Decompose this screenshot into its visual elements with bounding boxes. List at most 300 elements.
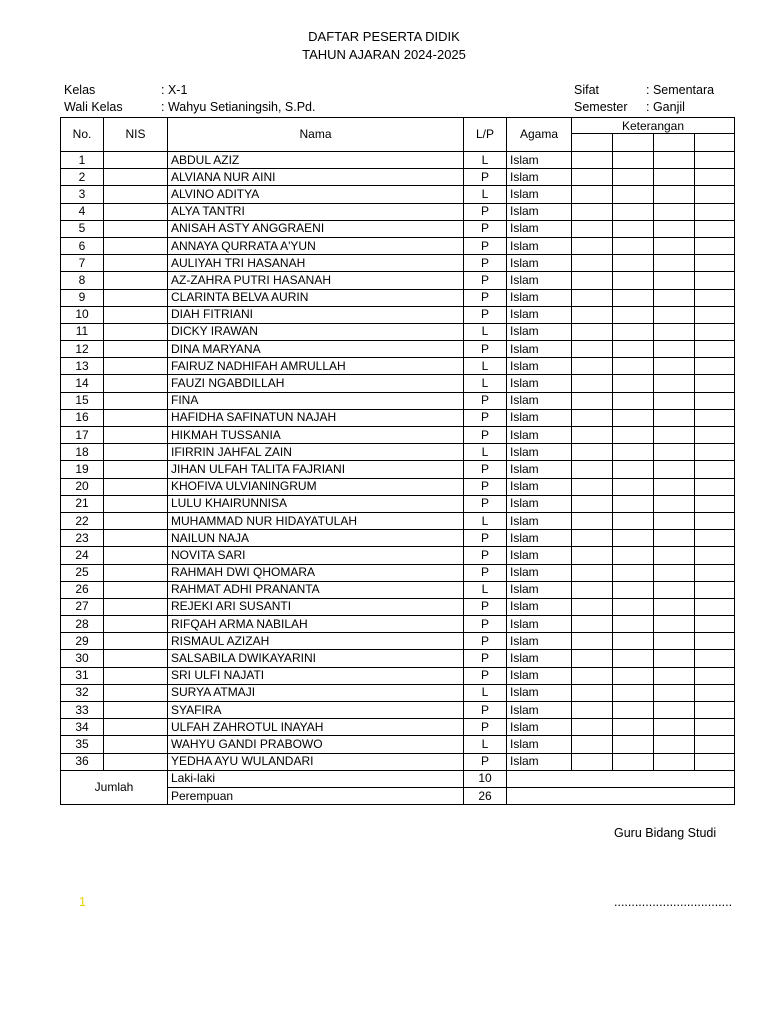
row-lp: P bbox=[464, 237, 507, 254]
row-keterangan-1 bbox=[572, 667, 613, 684]
table-row bbox=[61, 461, 735, 478]
row-keterangan-4 bbox=[695, 409, 735, 426]
row-lp: P bbox=[464, 633, 507, 650]
header-agama: Agama bbox=[507, 118, 572, 152]
row-agama: Islam bbox=[507, 598, 572, 615]
row-keterangan-3 bbox=[654, 667, 695, 684]
row-keterangan-3 bbox=[654, 323, 695, 340]
row-no: 2 bbox=[61, 169, 104, 186]
table-row bbox=[61, 306, 735, 323]
table-row bbox=[61, 581, 735, 598]
row-keterangan-4 bbox=[695, 616, 735, 633]
row-no: 15 bbox=[61, 392, 104, 409]
keterangan-col-3 bbox=[654, 134, 695, 152]
row-keterangan-2 bbox=[613, 169, 654, 186]
row-keterangan-3 bbox=[654, 237, 695, 254]
row-keterangan-4 bbox=[695, 495, 735, 512]
row-keterangan-1 bbox=[572, 650, 613, 667]
row-nama: HIKMAH TUSSANIA bbox=[168, 427, 464, 444]
row-lp: P bbox=[464, 169, 507, 186]
row-keterangan-4 bbox=[695, 581, 735, 598]
row-lp: L bbox=[464, 684, 507, 701]
row-keterangan-3 bbox=[654, 255, 695, 272]
row-keterangan-1 bbox=[572, 633, 613, 650]
row-lp: L bbox=[464, 186, 507, 203]
row-agama: Islam bbox=[507, 512, 572, 529]
row-nis bbox=[104, 478, 168, 495]
header-no: No. bbox=[61, 118, 104, 152]
row-agama: Islam bbox=[507, 633, 572, 650]
row-keterangan-4 bbox=[695, 667, 735, 684]
row-agama: Islam bbox=[507, 358, 572, 375]
row-nis bbox=[104, 736, 168, 753]
row-keterangan-1 bbox=[572, 753, 613, 770]
row-keterangan-2 bbox=[613, 444, 654, 461]
row-nama: SRI ULFI NAJATI bbox=[168, 667, 464, 684]
table-row bbox=[61, 530, 735, 547]
table-row bbox=[61, 186, 735, 203]
table-row bbox=[61, 650, 735, 667]
row-keterangan-1 bbox=[572, 306, 613, 323]
row-lp: P bbox=[464, 220, 507, 237]
row-lp: P bbox=[464, 530, 507, 547]
row-agama: Islam bbox=[507, 427, 572, 444]
row-nis bbox=[104, 598, 168, 615]
row-keterangan-1 bbox=[572, 272, 613, 289]
row-lp: P bbox=[464, 478, 507, 495]
row-keterangan-2 bbox=[613, 495, 654, 512]
row-agama: Islam bbox=[507, 702, 572, 719]
row-keterangan-1 bbox=[572, 547, 613, 564]
row-agama: Islam bbox=[507, 237, 572, 254]
row-no: 25 bbox=[61, 564, 104, 581]
row-keterangan-3 bbox=[654, 409, 695, 426]
row-lp: P bbox=[464, 616, 507, 633]
row-nis bbox=[104, 633, 168, 650]
row-keterangan-3 bbox=[654, 169, 695, 186]
row-nis bbox=[104, 375, 168, 392]
row-lp: P bbox=[464, 272, 507, 289]
row-nama: ABDUL AZIZ bbox=[168, 152, 464, 169]
table-row bbox=[61, 203, 735, 220]
row-nis bbox=[104, 753, 168, 770]
row-lp: P bbox=[464, 495, 507, 512]
table-row bbox=[61, 547, 735, 564]
row-lp: L bbox=[464, 581, 507, 598]
row-nama: SYAFIRA bbox=[168, 702, 464, 719]
row-nis bbox=[104, 684, 168, 701]
row-nama: IFIRRIN JAHFAL ZAIN bbox=[168, 444, 464, 461]
row-nama: NOVITA SARI bbox=[168, 547, 464, 564]
table-row bbox=[61, 272, 735, 289]
male-label: Laki-laki bbox=[168, 770, 464, 787]
row-keterangan-2 bbox=[613, 581, 654, 598]
row-no: 10 bbox=[61, 306, 104, 323]
summary-blank bbox=[507, 787, 735, 804]
row-nis bbox=[104, 169, 168, 186]
table-row bbox=[61, 152, 735, 169]
row-lp: P bbox=[464, 306, 507, 323]
row-nama: ANNAYA QURRATA A'YUN bbox=[168, 237, 464, 254]
row-no: 36 bbox=[61, 753, 104, 770]
row-no: 11 bbox=[61, 323, 104, 340]
row-no: 8 bbox=[61, 272, 104, 289]
row-keterangan-2 bbox=[613, 530, 654, 547]
row-agama: Islam bbox=[507, 581, 572, 598]
table-row bbox=[61, 289, 735, 306]
sifat-value: : Sementara bbox=[646, 83, 715, 97]
row-lp: P bbox=[464, 255, 507, 272]
row-nama: AULIYAH TRI HASANAH bbox=[168, 255, 464, 272]
row-no: 23 bbox=[61, 530, 104, 547]
row-keterangan-1 bbox=[572, 237, 613, 254]
table-row bbox=[61, 478, 735, 495]
row-no: 18 bbox=[61, 444, 104, 461]
row-keterangan-2 bbox=[613, 409, 654, 426]
row-keterangan-3 bbox=[654, 753, 695, 770]
row-keterangan-1 bbox=[572, 495, 613, 512]
row-keterangan-3 bbox=[654, 719, 695, 736]
row-keterangan-3 bbox=[654, 272, 695, 289]
row-nama: DIAH FITRIANI bbox=[168, 306, 464, 323]
row-nama: NAILUN NAJA bbox=[168, 530, 464, 547]
row-keterangan-4 bbox=[695, 719, 735, 736]
row-no: 34 bbox=[61, 719, 104, 736]
row-keterangan-2 bbox=[613, 306, 654, 323]
kelas-label: Kelas bbox=[64, 83, 96, 97]
row-lp: P bbox=[464, 289, 507, 306]
row-agama: Islam bbox=[507, 478, 572, 495]
row-keterangan-2 bbox=[613, 598, 654, 615]
row-keterangan-1 bbox=[572, 392, 613, 409]
row-keterangan-3 bbox=[654, 306, 695, 323]
semester-label: Semester bbox=[574, 100, 628, 114]
row-agama: Islam bbox=[507, 255, 572, 272]
row-keterangan-3 bbox=[654, 633, 695, 650]
row-agama: Islam bbox=[507, 323, 572, 340]
row-keterangan-4 bbox=[695, 598, 735, 615]
row-nama: ANISAH ASTY ANGGRAENI bbox=[168, 220, 464, 237]
row-keterangan-2 bbox=[613, 392, 654, 409]
row-agama: Islam bbox=[507, 409, 572, 426]
row-nis bbox=[104, 427, 168, 444]
row-keterangan-3 bbox=[654, 341, 695, 358]
row-keterangan-1 bbox=[572, 684, 613, 701]
row-agama: Islam bbox=[507, 169, 572, 186]
row-lp: L bbox=[464, 736, 507, 753]
row-keterangan-3 bbox=[654, 461, 695, 478]
row-keterangan-1 bbox=[572, 409, 613, 426]
table-row bbox=[61, 719, 735, 736]
row-lp: P bbox=[464, 753, 507, 770]
row-agama: Islam bbox=[507, 495, 572, 512]
row-keterangan-1 bbox=[572, 341, 613, 358]
row-keterangan-1 bbox=[572, 220, 613, 237]
row-keterangan-1 bbox=[572, 444, 613, 461]
row-agama: Islam bbox=[507, 289, 572, 306]
row-keterangan-3 bbox=[654, 392, 695, 409]
row-keterangan-4 bbox=[695, 478, 735, 495]
row-agama: Islam bbox=[507, 375, 572, 392]
row-keterangan-4 bbox=[695, 306, 735, 323]
document-subtitle: TAHUN AJARAN 2024-2025 bbox=[302, 47, 466, 62]
row-keterangan-3 bbox=[654, 186, 695, 203]
row-keterangan-1 bbox=[572, 581, 613, 598]
row-keterangan-1 bbox=[572, 323, 613, 340]
row-keterangan-3 bbox=[654, 444, 695, 461]
row-keterangan-2 bbox=[613, 547, 654, 564]
row-lp: L bbox=[464, 152, 507, 169]
row-no: 32 bbox=[61, 684, 104, 701]
row-nama: SURYA ATMAJI bbox=[168, 684, 464, 701]
row-nama: ALYA TANTRI bbox=[168, 203, 464, 220]
row-keterangan-3 bbox=[654, 616, 695, 633]
row-nama: LULU KHAIRUNNISA bbox=[168, 495, 464, 512]
row-nama: FAIRUZ NADHIFAH AMRULLAH bbox=[168, 358, 464, 375]
table-row bbox=[61, 684, 735, 701]
row-lp: P bbox=[464, 547, 507, 564]
row-keterangan-1 bbox=[572, 461, 613, 478]
row-no: 3 bbox=[61, 186, 104, 203]
row-keterangan-2 bbox=[613, 358, 654, 375]
row-agama: Islam bbox=[507, 220, 572, 237]
document-title: DAFTAR PESERTA DIDIK bbox=[308, 29, 460, 44]
row-agama: Islam bbox=[507, 736, 572, 753]
row-lp: P bbox=[464, 427, 507, 444]
row-no: 1 bbox=[61, 152, 104, 169]
keterangan-col-2 bbox=[613, 134, 654, 152]
row-lp: P bbox=[464, 203, 507, 220]
row-keterangan-3 bbox=[654, 495, 695, 512]
row-no: 22 bbox=[61, 512, 104, 529]
row-no: 26 bbox=[61, 581, 104, 598]
row-agama: Islam bbox=[507, 444, 572, 461]
table-row bbox=[61, 409, 735, 426]
row-nama: DINA MARYANA bbox=[168, 341, 464, 358]
row-keterangan-4 bbox=[695, 530, 735, 547]
row-agama: Islam bbox=[507, 684, 572, 701]
row-nis bbox=[104, 358, 168, 375]
row-keterangan-2 bbox=[613, 478, 654, 495]
row-nama: YEDHA AYU WULANDARI bbox=[168, 753, 464, 770]
row-agama: Islam bbox=[507, 667, 572, 684]
row-nis bbox=[104, 272, 168, 289]
signature-line: .................................. bbox=[614, 895, 733, 909]
row-keterangan-4 bbox=[695, 633, 735, 650]
row-lp: P bbox=[464, 409, 507, 426]
row-nis bbox=[104, 650, 168, 667]
keterangan-col-4 bbox=[695, 134, 735, 152]
table-row bbox=[61, 598, 735, 615]
table-row bbox=[61, 375, 735, 392]
row-nama: FINA bbox=[168, 392, 464, 409]
row-keterangan-1 bbox=[572, 616, 613, 633]
row-keterangan-3 bbox=[654, 512, 695, 529]
row-keterangan-1 bbox=[572, 169, 613, 186]
row-keterangan-2 bbox=[613, 461, 654, 478]
row-nama: FAUZI NGABDILLAH bbox=[168, 375, 464, 392]
row-keterangan-4 bbox=[695, 736, 735, 753]
row-keterangan-4 bbox=[695, 375, 735, 392]
row-nis bbox=[104, 306, 168, 323]
male-count: 10 bbox=[464, 770, 507, 787]
row-keterangan-2 bbox=[613, 289, 654, 306]
table-row bbox=[61, 169, 735, 186]
row-no: 35 bbox=[61, 736, 104, 753]
row-keterangan-1 bbox=[572, 289, 613, 306]
row-keterangan-4 bbox=[695, 186, 735, 203]
row-nama: AZ-ZAHRA PUTRI HASANAH bbox=[168, 272, 464, 289]
row-nama: SALSABILA DWIKAYARINI bbox=[168, 650, 464, 667]
row-agama: Islam bbox=[507, 461, 572, 478]
row-lp: P bbox=[464, 461, 507, 478]
row-keterangan-3 bbox=[654, 478, 695, 495]
row-lp: L bbox=[464, 323, 507, 340]
row-keterangan-4 bbox=[695, 702, 735, 719]
row-keterangan-3 bbox=[654, 289, 695, 306]
row-keterangan-2 bbox=[613, 736, 654, 753]
row-keterangan-1 bbox=[572, 512, 613, 529]
row-agama: Islam bbox=[507, 530, 572, 547]
row-keterangan-1 bbox=[572, 358, 613, 375]
row-nis bbox=[104, 547, 168, 564]
row-keterangan-1 bbox=[572, 203, 613, 220]
row-keterangan-3 bbox=[654, 530, 695, 547]
row-nama: WAHYU GANDI PRABOWO bbox=[168, 736, 464, 753]
female-count: 26 bbox=[464, 787, 507, 804]
row-keterangan-2 bbox=[613, 220, 654, 237]
row-agama: Islam bbox=[507, 203, 572, 220]
table-row bbox=[61, 564, 735, 581]
row-nis bbox=[104, 323, 168, 340]
row-keterangan-4 bbox=[695, 392, 735, 409]
row-keterangan-3 bbox=[654, 650, 695, 667]
header-keterangan: Keterangan bbox=[572, 118, 735, 134]
header-lp: L/P bbox=[464, 118, 507, 152]
header-nis: NIS bbox=[104, 118, 168, 152]
semester-value: : Ganjil bbox=[646, 100, 685, 114]
table-row bbox=[61, 444, 735, 461]
row-lp: P bbox=[464, 702, 507, 719]
row-keterangan-1 bbox=[572, 736, 613, 753]
row-agama: Islam bbox=[507, 719, 572, 736]
row-keterangan-3 bbox=[654, 220, 695, 237]
row-agama: Islam bbox=[507, 650, 572, 667]
row-keterangan-4 bbox=[695, 323, 735, 340]
row-agama: Islam bbox=[507, 341, 572, 358]
row-keterangan-3 bbox=[654, 702, 695, 719]
row-nis bbox=[104, 289, 168, 306]
row-no: 9 bbox=[61, 289, 104, 306]
row-nama: RAHMAT ADHI PRANANTA bbox=[168, 581, 464, 598]
row-keterangan-3 bbox=[654, 736, 695, 753]
row-keterangan-4 bbox=[695, 169, 735, 186]
row-lp: L bbox=[464, 358, 507, 375]
row-no: 13 bbox=[61, 358, 104, 375]
row-agama: Islam bbox=[507, 392, 572, 409]
row-no: 31 bbox=[61, 667, 104, 684]
row-nama: RISMAUL AZIZAH bbox=[168, 633, 464, 650]
table-row bbox=[61, 616, 735, 633]
row-nama: HAFIDHA SAFINATUN NAJAH bbox=[168, 409, 464, 426]
row-keterangan-2 bbox=[613, 237, 654, 254]
row-lp: L bbox=[464, 512, 507, 529]
row-keterangan-2 bbox=[613, 341, 654, 358]
row-keterangan-3 bbox=[654, 152, 695, 169]
row-agama: Islam bbox=[507, 186, 572, 203]
row-no: 24 bbox=[61, 547, 104, 564]
row-nis bbox=[104, 702, 168, 719]
header-nama: Nama bbox=[168, 118, 464, 152]
row-nama: ALVINO ADITYA bbox=[168, 186, 464, 203]
row-keterangan-4 bbox=[695, 650, 735, 667]
table-row bbox=[61, 255, 735, 272]
row-no: 7 bbox=[61, 255, 104, 272]
table-row bbox=[61, 358, 735, 375]
female-label: Perempuan bbox=[168, 787, 464, 804]
row-lp: P bbox=[464, 564, 507, 581]
row-keterangan-2 bbox=[613, 667, 654, 684]
row-no: 6 bbox=[61, 237, 104, 254]
row-nama: JIHAN ULFAH TALITA FAJRIANI bbox=[168, 461, 464, 478]
row-keterangan-4 bbox=[695, 753, 735, 770]
row-keterangan-4 bbox=[695, 547, 735, 564]
table-row bbox=[61, 667, 735, 684]
row-agama: Islam bbox=[507, 564, 572, 581]
row-nama: CLARINTA BELVA AURIN bbox=[168, 289, 464, 306]
row-nis bbox=[104, 409, 168, 426]
table-row bbox=[61, 220, 735, 237]
row-keterangan-2 bbox=[613, 512, 654, 529]
kelas-value: : X-1 bbox=[161, 83, 188, 97]
row-keterangan-1 bbox=[572, 152, 613, 169]
row-nama: MUHAMMAD NUR HIDAYATULAH bbox=[168, 512, 464, 529]
row-keterangan-2 bbox=[613, 375, 654, 392]
row-keterangan-2 bbox=[613, 616, 654, 633]
row-lp: P bbox=[464, 667, 507, 684]
table-row bbox=[61, 495, 735, 512]
row-keterangan-1 bbox=[572, 598, 613, 615]
row-no: 29 bbox=[61, 633, 104, 650]
row-keterangan-2 bbox=[613, 650, 654, 667]
roster-body bbox=[61, 152, 735, 771]
row-nis bbox=[104, 255, 168, 272]
row-keterangan-4 bbox=[695, 564, 735, 581]
row-lp: P bbox=[464, 341, 507, 358]
row-keterangan-3 bbox=[654, 375, 695, 392]
table-row bbox=[61, 237, 735, 254]
row-lp: P bbox=[464, 719, 507, 736]
row-nis bbox=[104, 186, 168, 203]
row-nis bbox=[104, 530, 168, 547]
row-keterangan-4 bbox=[695, 512, 735, 529]
row-keterangan-4 bbox=[695, 272, 735, 289]
row-no: 16 bbox=[61, 409, 104, 426]
row-keterangan-2 bbox=[613, 753, 654, 770]
row-agama: Islam bbox=[507, 272, 572, 289]
summary-section bbox=[61, 770, 735, 804]
row-nis bbox=[104, 719, 168, 736]
row-keterangan-2 bbox=[613, 633, 654, 650]
row-keterangan-2 bbox=[613, 684, 654, 701]
row-nis bbox=[104, 237, 168, 254]
row-no: 28 bbox=[61, 616, 104, 633]
row-keterangan-4 bbox=[695, 220, 735, 237]
row-keterangan-4 bbox=[695, 684, 735, 701]
row-keterangan-2 bbox=[613, 323, 654, 340]
wali-kelas-value: : Wahyu Setianingsih, S.Pd. bbox=[161, 100, 316, 114]
row-keterangan-2 bbox=[613, 186, 654, 203]
